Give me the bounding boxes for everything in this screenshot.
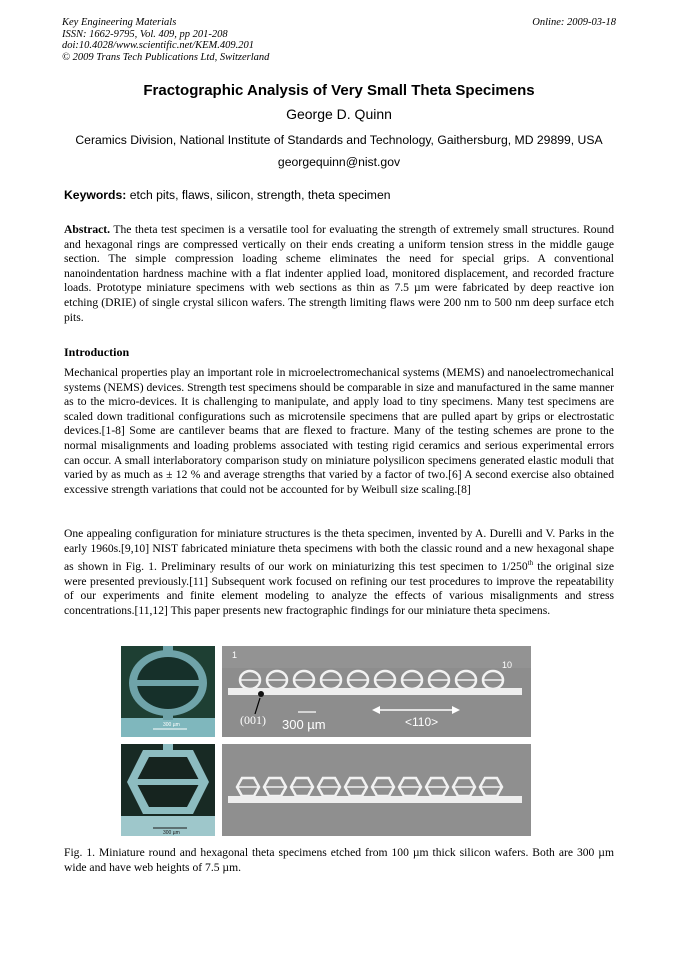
figure-caption: Fig. 1. Miniature round and hexagonal theta specimens etched from 100 µm thick silicon wafers. Both are 300 µm wide and have web heights of 7.5 µm.: [64, 846, 614, 874]
scale-label-hexagonal: 300 µm: [163, 830, 180, 836]
keywords: [64, 188, 391, 202]
abstract-text: The theta test specimen is a versatile tool for evaluating the strength of extremely small structures. Round and hexagonal rings are compressed vertically on their ends creating a uniform tension stress in the middle gauge section. The simple compression loading scheme eliminates the need for special grips. A conventional nanoindentation hardness machine with a flat indenter applied load, monitored displacement, and recorded fracture loads. Prototype miniature specimens with web sections as thin as 7.5 µm were fabricated by deep reactive ion etching (DRIE) of single crystal silicon wafers. The strength limiting flaws were 200 nm to 500 nm deep surface etch pits.: [64, 223, 614, 324]
online-date: Online: 2009-03-18: [532, 17, 616, 28]
author-affiliation: Ceramics Division, National Institute of Standards and Technology, Gaithersburg, MD 29899, USA: [75, 133, 603, 147]
author-name: George D. Quinn: [286, 106, 392, 122]
journal-name: Key Engineering Materials: [62, 17, 177, 28]
abstract: [64, 223, 614, 325]
figure-round-specimen-array: [222, 646, 531, 737]
keywords-label: Keywords:: [64, 188, 127, 202]
superscript-th: th: [527, 559, 534, 568]
figure-hexagonal-specimen-micrograph: [121, 744, 215, 836]
journal-doi: doi:10.4028/www.scientific.net/KEM.409.201: [62, 40, 254, 51]
keywords-list: etch pits, flaws, silicon, strength, theta specimen: [126, 188, 391, 202]
journal-header: [62, 17, 269, 63]
intro-paragraph-2-part-b: the original size were presented previously.[11] Subsequent work focused on refining our test procedures to improve the repeatability of our experiments and finite element modeling to analyze the effects of various misalignments and stress concentrations.[11,12] This paper presents new fractographic findings for our miniature theta specimens.: [64, 560, 614, 617]
journal-issn: ISSN: 1662-9795, Vol. 409, pp 201-208: [62, 28, 228, 40]
crystal-direction-label: <110>: [405, 715, 439, 729]
intro-paragraph-2: [64, 527, 614, 618]
paper-title: Fractographic Analysis of Very Small Theta Specimens: [143, 82, 535, 99]
intro-paragraph-1: Mechanical properties play an important role in microelectromechanical systems (MEMS) and nanoelectromechanical systems (NEMS) devices. Strength test specimens should be comparable in size and manufactured in the same manner as to the micro-devices. It is challenging to manipulate, and apply load to tiny specimens. Many test specimens are scaled down traditional configurations such as microtensile specimens that are pulled apart by grips or electrostatic devices.[1-8] Some are cantilever beams that are flexed to fracture. Many of the testing schemes are prone to the normal misalignments and loading problems associated with testing rigid ceramics and serious experimental errors can occur. A small interlaboratory comparison study on miniature polysilicon specimens generated elastic moduli that varied by as much as ± 12 % and average strengths that varied by a factor of two.[6] A second exercise also obtained excessive strength variations that could not be accounted for by Weibull size scaling.[8]: [64, 366, 614, 496]
figure-round-specimen-micrograph: [121, 646, 215, 737]
section-heading-introduction: Introduction: [64, 345, 130, 359]
scale-label-round: 300 µm: [163, 722, 180, 728]
hexagonal-array-drawing: [222, 744, 531, 836]
author-email: georgequinn@nist.gov: [277, 155, 401, 169]
round-array-drawing: [222, 646, 531, 737]
journal-copyright: © 2009 Trans Tech Publications Ltd, Switzerland: [62, 51, 270, 63]
abstract-label: Abstract.: [64, 223, 111, 236]
specimen-label-1: 1: [232, 650, 238, 660]
scale-bar-label: 300 µm: [282, 717, 326, 732]
specimen-label-10: 10: [502, 660, 513, 670]
figure-hexagonal-specimen-array: [222, 744, 531, 836]
intro-paragraph-2-part-a: One appealing configuration for miniature structures is the theta specimen, invented by A. Durelli and V. Parks in the early 1960s.[9,10] NIST fabricated miniature theta specimens with both the classic round and a new hexagonal shape as shown in Fig. 1. Preliminary results of our work on miniaturizing this test specimen to 1/250: [64, 527, 614, 574]
crystal-plane-label: (001): [240, 713, 266, 727]
